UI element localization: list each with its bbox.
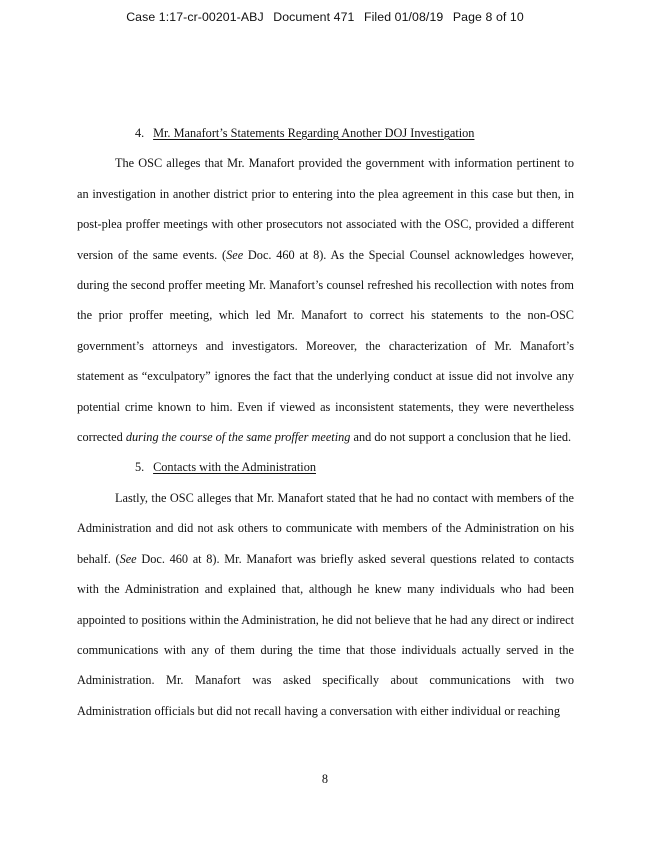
ecf-filing-header — [0, 10, 650, 24]
case-number: Case 1:17-cr-00201-ABJ — [126, 10, 264, 24]
page-indicator: Page 8 of 10 — [452, 10, 524, 24]
paragraph-text: Lastly, the OSC alleges that Mr. Manafort stated that he had no contact with members of the Administration and did not ask others to communicate with members of the Administration on his behalf. ( — [77, 490, 574, 566]
document-number: Document 471 — [273, 10, 355, 24]
section-heading-4 — [77, 118, 574, 148]
paragraph-text: The OSC alleges that Mr. Manafort provided the government with information pertinent to an investigation in another district prior to entering into the plea agreement in this case but then, in post-plea proffer meetings with other prosecutors not associated with the OSC, provided a different version of the same events. ( — [77, 156, 574, 262]
citation-signal: See — [119, 551, 137, 566]
page-number: 8 — [321, 772, 329, 786]
emphasized-text: during the course of the same proffer meeting — [125, 430, 351, 445]
section-heading-5 — [77, 452, 574, 482]
section-title: Mr. Manafort’s Statements Regarding Another DOJ Investigation — [153, 126, 475, 140]
section-paragraph-4 — [77, 148, 574, 452]
section-number: 5. — [135, 460, 145, 475]
paragraph-text: Doc. 460 at 8). Mr. Manafort was briefly asked several questions related to contacts with the Administration and explained that, although he knew many individuals who had been appointed to positions within the Administration, he did not believe that he had any direct or indirect communications with any of them during the time that those individuals actually served in the Administration. Mr. Manafort was asked specifically about communications with two Administration officials but did not recall having a conversation with either individual or reaching — [77, 551, 574, 718]
document-body — [77, 118, 574, 726]
section-paragraph-5 — [77, 483, 574, 726]
section-title: Contacts with the Administration — [153, 460, 316, 475]
filed-date: Filed 01/08/19 — [363, 10, 444, 24]
paragraph-text: Doc. 460 at 8). As the Special Counsel acknowledges however, during the second proffer meeting Mr. Manafort’s counsel refreshed his recollection with notes from the prior proffer meeting, which led Mr. Manafort to correct his statements to the non-OSC government’s attorneys and investigators. Moreover, the characterization of Mr. Manafort’s statement as “exculpatory” ignores the fact that the underlying conduct at issue did not involve any potential crime known to him. Even if viewed as inconsistent statements, they were nevertheless corrected — [77, 247, 574, 445]
citation-signal: See — [226, 247, 244, 262]
paragraph-text: and do not support a conclusion that he lied. — [350, 430, 572, 445]
section-number: 4. — [135, 126, 145, 140]
